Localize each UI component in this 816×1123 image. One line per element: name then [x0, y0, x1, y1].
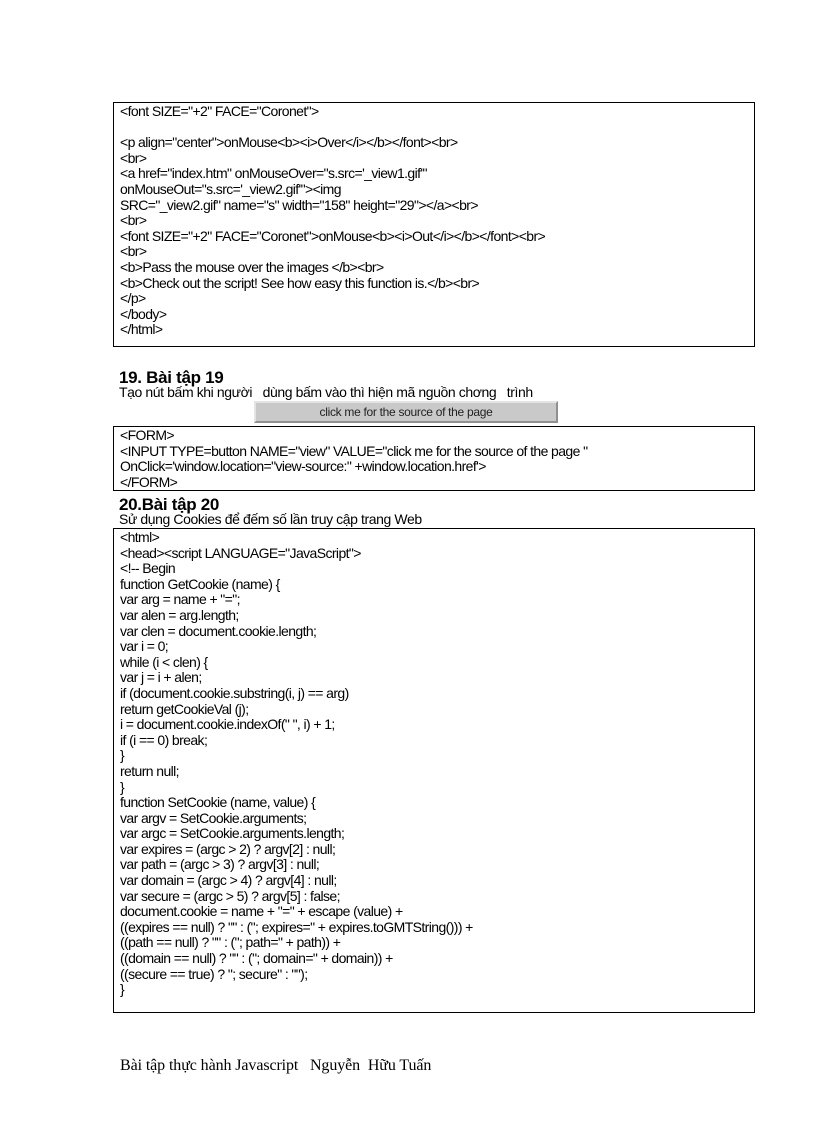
- code-line: <INPUT TYPE=button NAME="view" VALUE="click me for the source of the page ": [120, 442, 588, 459]
- code-line: if (i == 0) break;: [120, 731, 208, 748]
- code-line: var clen = document.cookie.length;: [120, 622, 317, 639]
- code-block-1: [120, 104, 754, 338]
- code-line: SRC="_view2.gif" name="s" width="158" height="29"></a><br>: [120, 196, 478, 213]
- code-line: }: [120, 747, 125, 764]
- code-line: ((domain == null) ? "" : ("; domain=" + domain)) +: [120, 950, 393, 967]
- code-box-2: [113, 426, 755, 491]
- code-line: var secure = (argc > 5) ? argv[5] : false;: [120, 887, 340, 904]
- code-line: var path = (argc > 3) ? argv[3] : null;: [120, 856, 320, 873]
- code-line: [120, 120, 754, 136]
- code-line: function GetCookie (name) {: [120, 575, 280, 592]
- code-line: onMouseOut="s.src='_view2.gif'"><img: [120, 180, 341, 197]
- code-line: <head><script LANGUAGE="JavaScript">: [120, 544, 361, 561]
- view-source-button[interactable]: click me for the source of the page: [254, 401, 558, 423]
- code-line: <a href="index.htm" onMouseOver="s.src='_view1.gif'": [120, 165, 427, 182]
- code-line: </html>: [120, 321, 163, 338]
- code-box-1: [113, 102, 755, 347]
- code-block-2: [120, 428, 754, 490]
- code-line: }: [120, 981, 125, 998]
- code-line: <html>: [120, 529, 160, 545]
- code-line: var argv = SetCookie.arguments;: [120, 809, 307, 826]
- code-line: <b>Check out the script! See how easy this function is.</b><br>: [120, 274, 480, 291]
- code-line: <b>Pass the mouse over the images </b><br>: [120, 258, 384, 275]
- code-line: ((path == null) ? "" : ("; path=" + path)) +: [120, 934, 341, 951]
- code-line: var domain = (argc > 4) ? argv[4] : null;: [120, 872, 337, 889]
- code-line: </body>: [120, 305, 167, 322]
- section-19-heading: 19. Bài tập 19: [119, 368, 224, 387]
- code-line: <font SIZE="+2" FACE="Coronet">onMouse<b><i>Out</i></b></font><br>: [120, 227, 546, 244]
- code-block-3: [120, 530, 754, 998]
- code-line: </p>: [120, 290, 146, 307]
- code-line: i = document.cookie.indexOf(" ", i) + 1;: [120, 716, 335, 733]
- code-line: <!-- Begin: [120, 560, 176, 577]
- page-footer: Bài tập thực hành Javascript Nguyễn Hữu Tuấn: [120, 1057, 432, 1074]
- code-box-3: [113, 528, 755, 1013]
- code-line: <font SIZE="+2" FACE="Coronet">: [120, 103, 319, 119]
- code-line: }: [120, 778, 125, 795]
- code-line: function SetCookie (name, value) {: [120, 794, 316, 811]
- code-line: var i = 0;: [120, 638, 169, 655]
- code-line: </FORM>: [120, 473, 178, 490]
- code-line: var arg = name + "=";: [120, 591, 240, 608]
- section-19-description: Tạo nút bấm khi người dùng bấm vào thì hiện mã nguồn chơng trình: [119, 384, 533, 400]
- code-line: <br>: [120, 212, 147, 229]
- code-line: var alen = arg.length;: [120, 606, 239, 623]
- code-line: if (document.cookie.substring(i, j) == arg): [120, 684, 349, 701]
- code-line: var expires = (argc > 2) ? argv[2] : null;: [120, 840, 336, 857]
- code-line: OnClick='window.location="view-source:" +window.location.href'>: [120, 458, 486, 475]
- code-line: <br>: [120, 149, 147, 166]
- code-line: ((secure == true) ? "; secure" : "");: [120, 965, 308, 982]
- code-line: <p align="center">onMouse<b><i>Over</i></b></font><br>: [120, 134, 458, 151]
- code-line: <br>: [120, 243, 147, 260]
- code-line: return getCookieVal (j);: [120, 700, 249, 717]
- code-line: var argc = SetCookie.arguments.length;: [120, 825, 345, 842]
- section-20-description: Sử dụng Cookies để đếm số lần truy cập trang Web: [119, 511, 422, 527]
- code-line: while (i < clen) {: [120, 653, 208, 670]
- code-line: return null;: [120, 762, 179, 779]
- section-20-heading: 20.Bài tập 20: [119, 495, 220, 514]
- code-line: <FORM>: [120, 427, 174, 443]
- code-line: document.cookie = name + "=" + escape (value) +: [120, 903, 403, 920]
- code-line: ((expires == null) ? "" : ("; expires=" + expires.toGMTString())) +: [120, 918, 473, 935]
- code-line: var j = i + alen;: [120, 669, 202, 686]
